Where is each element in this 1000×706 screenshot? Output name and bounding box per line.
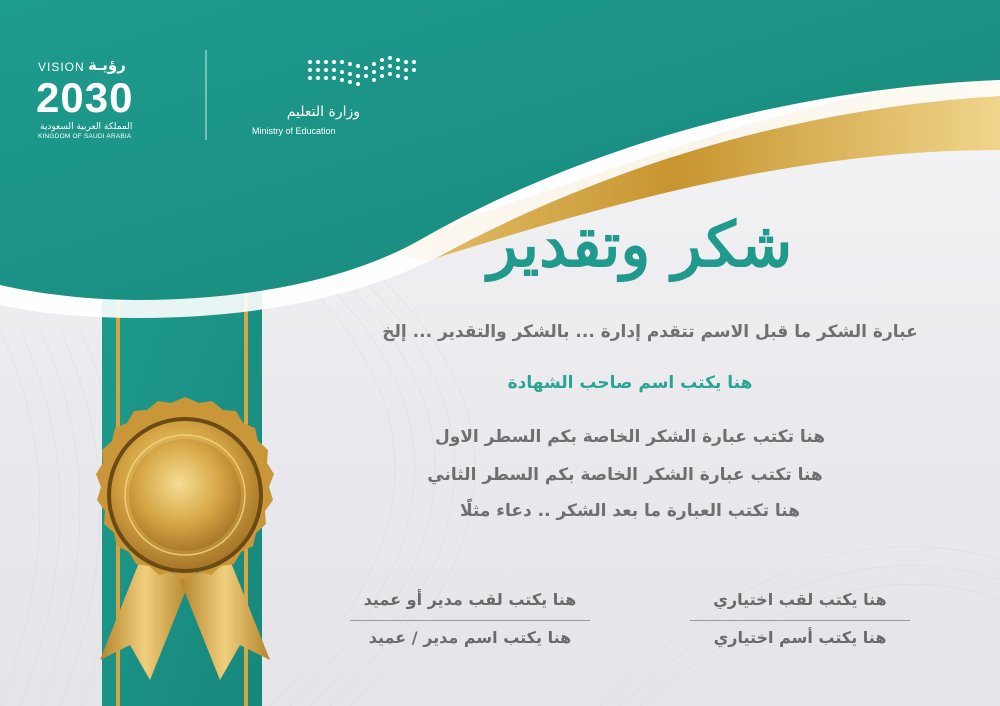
intro-line: عبارة الشكر ما قبل الاسم تتقدم إدارة ... بالشكر والتقدير ... إلخ [382, 322, 918, 342]
left-signature-rule [350, 620, 590, 621]
body-line-3: هنا تكتب العبارة ما بعد الشكر .. دعاء مثلًا [460, 501, 800, 521]
right-signature-title: هنا يكتب لقب اختياري [713, 590, 887, 609]
left-signature-name: هنا يكتب اسم مدير / عميد [368, 628, 572, 647]
body-line-1: هنا تكتب عبارة الشكر الخاصة بكم السطر الاول [434, 427, 826, 447]
left-signature-title: هنا يكتب لقب مدير أو عميد [363, 590, 577, 609]
ministry-english-name: Ministry of Education [252, 126, 336, 136]
kingdom-english-label: KINGDOM OF SAUDI ARABIA [38, 133, 132, 140]
recipient-name: هنا يكتب اسم صاحب الشهادة [507, 373, 753, 393]
vision-year: 2030 [36, 74, 134, 121]
vision-arabic-label: رؤيـة [88, 56, 126, 74]
body-line-2: هنا تكتب عبارة الشكر الخاصة بكم السطر الثاني [427, 465, 823, 485]
kingdom-arabic-label: المملكة العربية السعودية [40, 122, 133, 132]
right-signature-rule [690, 620, 910, 621]
right-signature-name: هنا يكتب أسم اختياري [713, 628, 887, 647]
certificate-title: شكر وتقدير [487, 208, 793, 281]
vision-label: VISION [38, 60, 85, 74]
ministry-arabic-name: وزارة التعليم [286, 104, 360, 120]
